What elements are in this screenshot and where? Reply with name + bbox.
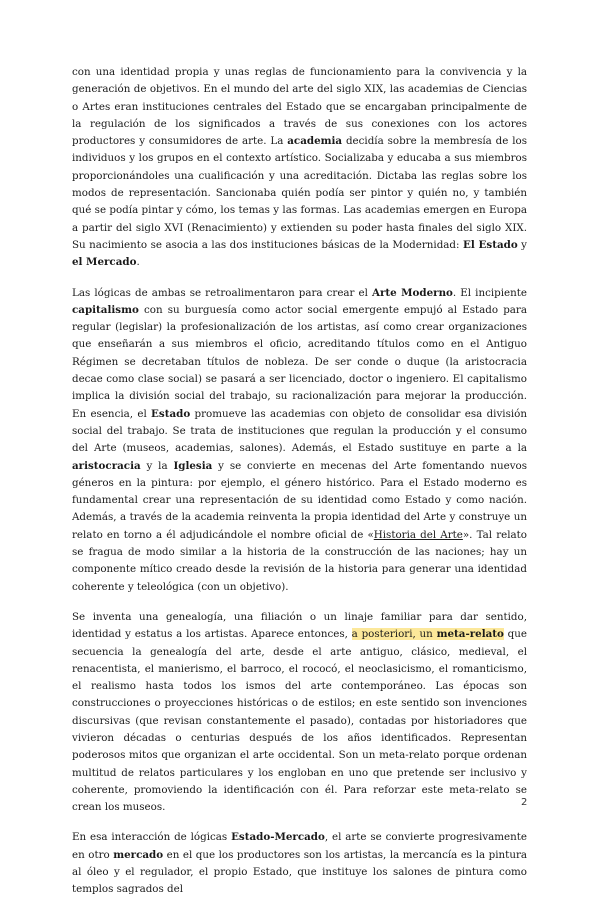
bold-term: aristocracia xyxy=(72,459,141,472)
page-number: 2 xyxy=(521,797,528,808)
bold-term: meta-relato xyxy=(436,628,504,641)
paragraph-estado-mercado: En esa interacción de lógicas Estado-Mercado, el arte se convierte progresivamente en otro mercado en el que los productores son los artistas, la mercancía es la pintura al óleo y el regulador, el propio Estado, que instituye los salones de pintura como templos sagrados del xyxy=(72,831,528,896)
bold-term: el Mercado xyxy=(72,256,137,269)
bold-term: Iglesia xyxy=(173,459,213,472)
bold-term: academia xyxy=(287,135,343,148)
page-body xyxy=(72,64,527,912)
paragraph-arte-moderno: Las lógicas de ambas se retroalimentaron para crear el Arte Moderno. El incipiente capitalismo con su burguesía como actor social emergente empujó al Estado para regular (legislar) la profesionalización de los artistas, así como crear organizaciones que enseñarán a sus miembros el oficio, acreditando títulos como en el Antiguo Régimen se decretaban títulos de nobleza. De ser conde o duque (la aristocracia decae como clase social) se pasará a ser licenciado, doctor o ingeniero. El capitalismo implica la división social del trabajo, su racionalización para mejorar la producción. En esencia, el Estado promueve las academias con objeto de consolidar esa división social del trabajo. Se trata de instituciones que regulan la producción y el consumo del Arte (museos, academias, salones). Además, el Estado sustituye en parte a la aristocracia y la Iglesia y se convierte en mecenas del Arte fomentando nuevos géneros en la pintura: por ejemplo, el género histórico. Para el Estado moderno es fundamental crear una representación de su identidad como Estado y como nación. Además, a través de la academia reinventa la propia identidad del Arte y construye un relato en torno a él adjudicándole el nombre oficial de «Historia del Arte». Tal relato se fragua de modo similar a la historia de la construcción de las naciones; hay un componente mítico creado desde la revisión de la historia para generar una identidad coherente y teleológica (con un objetivo). xyxy=(72,286,528,593)
highlighted-text: a posteriori, un meta-relato xyxy=(351,628,504,641)
bold-term: Estado xyxy=(151,407,191,420)
paragraph-meta-relato: Se inventa una genealogía, una filiación o un linaje familiar para dar sentido, identidad y estatus a los artistas. Aparece entonces, a posteriori, un meta-relato que secuencia la genealogía del arte, desde el arte antiguo, clásico, medieval, el renacentista, el manierismo, el barroco, el rococó, el neoclasicismo, el romanticismo, el realismo hasta todos los ismos del arte contemporáneo. Las épocas son construcciones o proyecciones históricas o de estilos; en este sentido son invenciones discursivas (que revisan constantemente el pasado), contadas por historiadores que vivieron décadas o centurias después de los años identificados. Representan poderosos mitos que organizan el arte occidental. Son un meta-relato porque ordenan multitud de relatos particulares y los engloban en uno que pretende ser inclusivo y coherente, promoviendo la identificación con él. Para reforzar este meta-relato se crean los museos. xyxy=(72,610,527,814)
bold-term: Arte Moderno xyxy=(372,286,453,299)
bold-term: mercado xyxy=(113,848,164,861)
underlined-term: Historia del Arte xyxy=(373,528,463,541)
paragraph-academias: con una identidad propia y unas reglas de funcionamiento para la convivencia y la generación de objetivos. En el mundo del arte del siglo XIX, las academias de Ciencias o Artes eran instituciones centrales del Estado que se encargaban principalmente de la regulación de los significados a través de sus conexiones con los actores productores y consumidores de arte. La academia decidía sobre la membresía de los individuos y los grupos en el contexto artístico. Socializaba y educaba a sus miembros proporcionándoles una cualificación y una acreditación. Dictaba las reglas sobre los modos de representación. Sancionaba quién podía ser pintor y quién no, y también qué se podía pintar y cómo, los temas y las formas. Las academias emergen en Europa a partir del siglo XVI (Renacimiento) y extienden su poder hasta finales del siglo XIX. Su nacimiento se asocia a las dos instituciones básicas de la Modernidad: El Estado y el Mercado. xyxy=(72,66,527,269)
bold-term: Estado-Mercado xyxy=(231,831,325,844)
bold-term: El Estado xyxy=(462,238,518,251)
bold-term: capitalismo xyxy=(72,303,139,316)
